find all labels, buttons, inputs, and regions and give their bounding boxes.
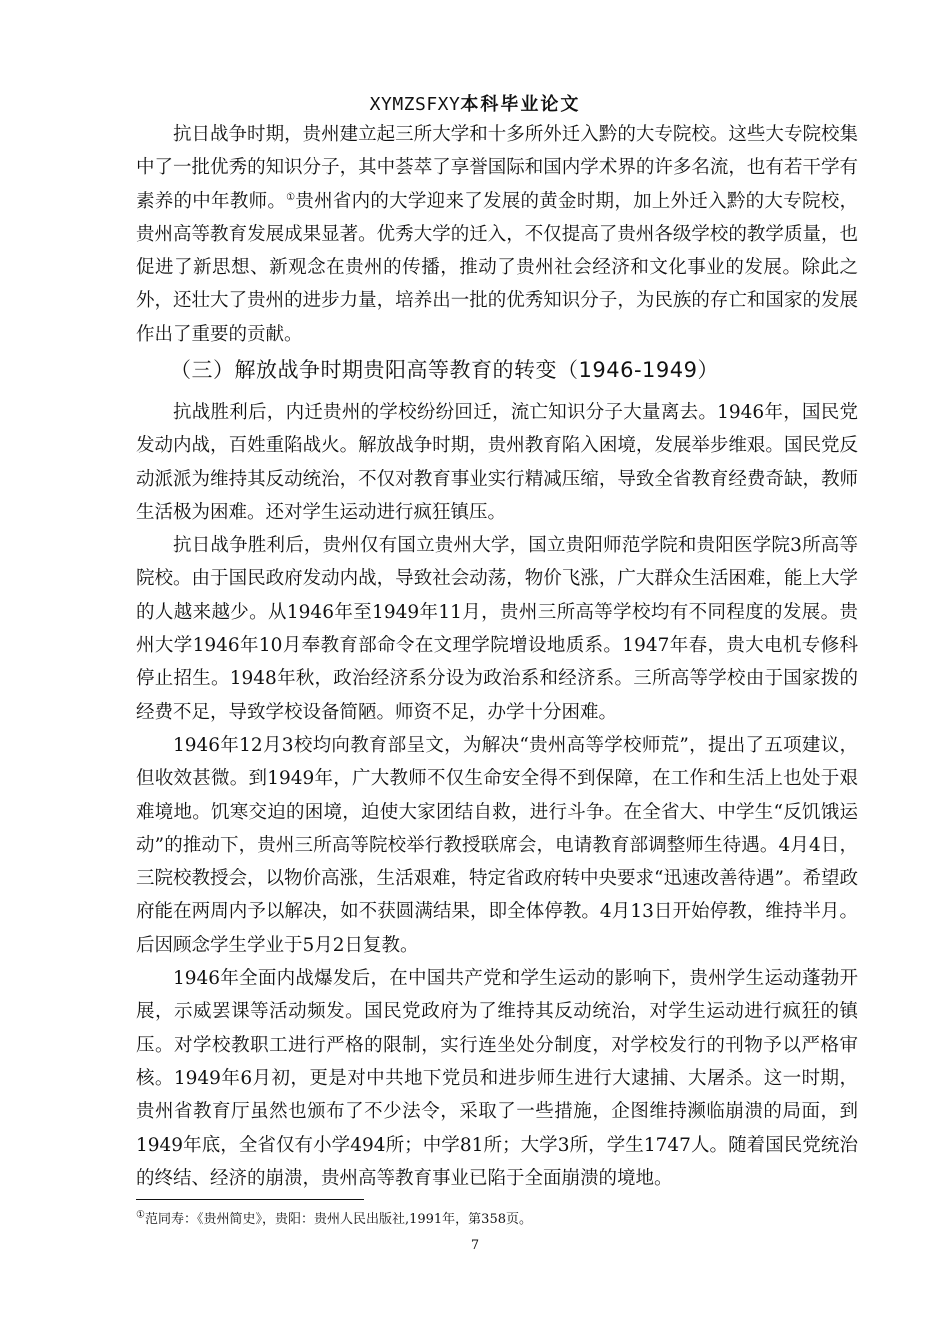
header-title: 本科毕业论文 [460,94,581,115]
paragraph-1-text-b: 贵州省内的大学迎来了发展的黄金时期，加上外迁入黔的大专院校，贵州高等教育发展成果显著。优秀大学的迁入，不仅提高了贵州各级学校的教学质量，也促进了新思想、新观念在贵州的传播，推动了贵州社会经济和文化事业的发展。除此之外，还壮大了贵州的进步力量，培养出一批的优秀知识分子，为民族的存亡和国家的发展作出了重要的贡献。 [136,190,858,345]
footnote [136,1210,858,1230]
page-header [0,90,950,119]
footnote-divider [136,1199,364,1200]
paragraph-1 [136,118,858,351]
paragraph-block-main [136,396,858,1195]
paragraph-5: 1946年全面内战爆发后，在中国共产党和学生运动的影响下，贵州学生运动蓬勃开展，示威罢课等活动频发。国民党政府为了维持其反动统治，对学生运动进行疯狂的镇压。对学校教职工进行严格的限制，实行连坐处分制度，对学校发行的刊物予以严格审核。1949年6月初，更是对中共地下党员和进步师生进行大逮捕、大屠杀。这一时期，贵州省教育厅虽然也颁布了不少法令，采取了一些措施，企图维持濒临崩溃的局面，到1949年底，全省仅有小学494所；中学81所；大学3所，学生1747人。随着国民党统治的终结、经济的崩溃，贵州高等教育事业已陷于全面崩溃的境地。 [136,968,858,1189]
page-number: 7 [470,1238,480,1253]
paragraph-1-text-a: 抗日战争时期，贵州建立起三所大学和十多所外迁入黔的大专院校。这些大专院校集中了一批优秀的知识分子，其中荟萃了享誉国际和国内学术界的许多名流，也有若干学有素养的中年教师。 [136,124,858,212]
paragraph-4: 1946年12月3校均向教育部呈文，为解决“贵州高等学校师荒”，提出了五项建议，但收效甚微。到1949年，广大教师不仅生命安全得不到保障，在工作和生活上也处于艰难境地。饥寒交迫的困境，迫使大家团结自救，进行斗争。在全省大、中学生“反饥饿运动”的推动下，贵州三所高等院校举行教授联席会，电请教育部调整师生待遇。4月4日，三院校教授会，以物价高涨，生活艰难，特定省政府转中央要求“迅速改善待遇”。希望政府能在两周内予以解决，如不获圆满结果，即全体停教。4月13日开始停教，维持半月。后因顾念学生学业于5月2日复教。 [136,734,858,956]
paragraph-3: 抗日战争胜利后，贵州仅有国立贵州大学，国立贵阳师范学院和贵阳医学院3所高等院校。由于国民政府发动内战，导致社会动荡，物价飞涨，广大群众生活困难，能上大学的人越来越少。从1946年至1949年11月，贵州三所高等学校均有不同程度的发展。贵州大学1946年10月奉教育部命令在文理学院增设地质系。1947年春，贵大电机专修科停止招生。1948年秋，政治经济系分设为政治系和经济系。三所高等学校由于国家拨的经费不足，导致学校设备简陋。师资不足，办学十分困难。 [136,535,858,723]
footnote-text: 范同寿：《贵州简史》，贵阳：贵州人民出版社,1991年，第358页。 [144,1212,532,1227]
footnote-reference: ① [286,191,296,203]
paragraph-2: 抗战胜利后，内迁贵州的学校纷纷回迁，流亡知识分子大量离去。1946年，国民党发动内战，百姓重陷战火。解放战争时期，贵州教育陷入困境，发展举步维艰。国民党反动派派为维持其反动统治，不仅对教育事业实行精减压缩，导致全省教育经费奇缺，教师生活极为困难。还对学生运动进行疯狂镇压。 [136,402,858,523]
paragraph-block-top [136,118,858,351]
footnote-mark: ① [136,1209,145,1221]
header-code: XYMZSFXY [369,94,461,115]
section-heading: （三）解放战争时期贵阳高等教育的转变（1946-1949） [170,358,719,382]
